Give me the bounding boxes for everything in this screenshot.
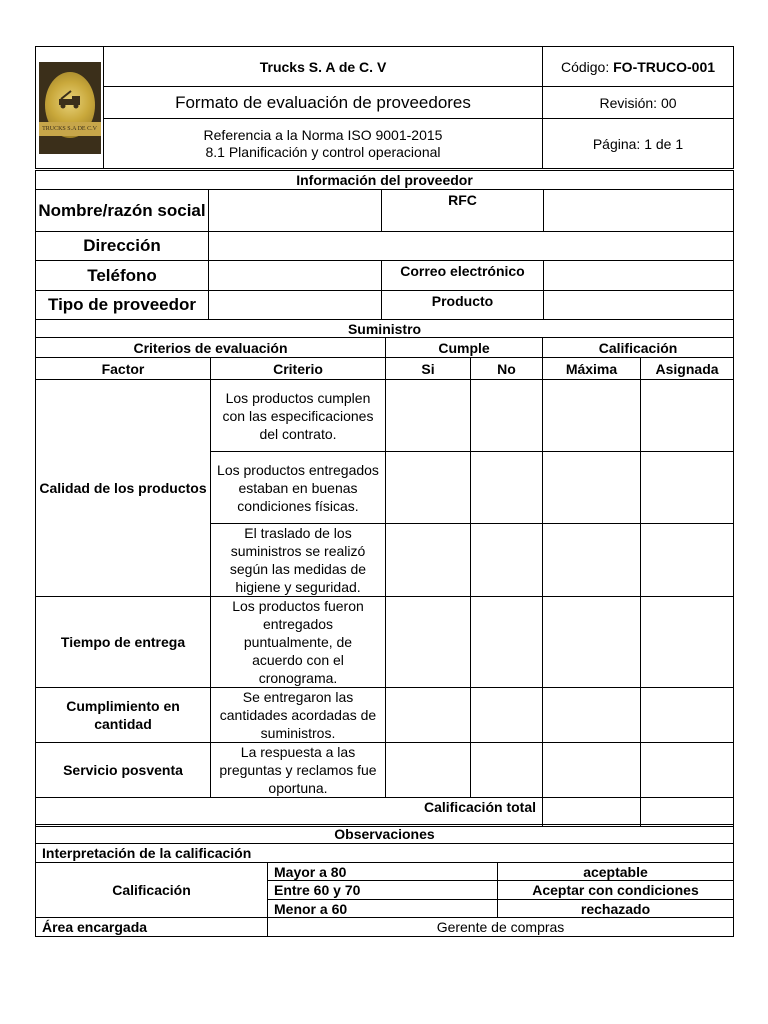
supply-table (35, 319, 734, 827)
interpretation-title: Interpretación de la calificación (36, 844, 734, 863)
no-checkbox-cell[interactable] (471, 597, 543, 688)
name-label: Nombre/razón social (36, 190, 209, 232)
area-value: Gerente de compras (268, 918, 734, 937)
max-score-cell[interactable] (543, 688, 641, 743)
no-checkbox-cell[interactable] (471, 743, 543, 798)
header-table (35, 46, 734, 169)
interpretation-table (35, 824, 734, 937)
company-name: Trucks S. A de C. V (104, 47, 543, 87)
range-cell: Entre 60 y 70 (268, 881, 498, 900)
assigned-col-header: Asignada (641, 358, 734, 380)
form-title: Formato de evaluación de proveedores (104, 87, 543, 119)
name-field[interactable] (209, 190, 382, 232)
factor-delivery-time: Tiempo de entrega (36, 597, 211, 688)
logo-cell (36, 47, 104, 169)
max-col-header: Máxima (543, 358, 641, 380)
assigned-score-cell[interactable] (641, 380, 734, 452)
range-cell: Mayor a 80 (268, 863, 498, 881)
criterion-cell: Los productos cumplen con las especificaciones del contrato. (211, 380, 386, 452)
assigned-score-cell[interactable] (641, 743, 734, 798)
criterion-col-header: Criterio (211, 358, 386, 380)
rating-label: Calificación (36, 863, 268, 918)
total-max-cell[interactable] (543, 798, 641, 827)
revision: Revisión: 00 (543, 87, 734, 119)
provider-type-field[interactable] (209, 291, 382, 320)
address-field[interactable] (209, 232, 734, 261)
yes-checkbox-cell[interactable] (386, 380, 471, 452)
max-score-cell[interactable] (543, 597, 641, 688)
total-assigned-cell[interactable] (641, 798, 734, 827)
rfc-label: RFC (382, 190, 544, 232)
rating-header: Calificación (543, 338, 734, 358)
rfc-field[interactable] (544, 190, 734, 232)
max-score-cell[interactable] (543, 524, 641, 597)
result-cell: Aceptar con condiciones (498, 881, 734, 900)
observations-title: Observaciones (36, 825, 734, 844)
factor-col-header: Factor (36, 358, 211, 380)
tow-truck-icon (57, 90, 83, 110)
factor-after-sales: Servicio posventa (36, 743, 211, 798)
no-checkbox-cell[interactable] (471, 380, 543, 452)
product-field[interactable] (544, 291, 734, 320)
range-cell: Menor a 60 (268, 900, 498, 918)
criterion-cell: La respuesta a las preguntas y reclamos fue oportuna. (211, 743, 386, 798)
criterion-cell: Se entregaron las cantidades acordadas de suministros. (211, 688, 386, 743)
assigned-score-cell[interactable] (641, 597, 734, 688)
factor-quantity: Cumplimiento en cantidad (36, 688, 211, 743)
phone-label: Teléfono (36, 261, 209, 291)
provider-table (35, 170, 734, 320)
norm-reference: Referencia a la Norma ISO 9001-2015 8.1 Planificación y control operacional (104, 119, 543, 169)
criteria-header: Criterios de evaluación (36, 338, 386, 358)
provider-section-title: Información del proveedor (36, 171, 734, 190)
assigned-score-cell[interactable] (641, 688, 734, 743)
max-score-cell[interactable] (543, 380, 641, 452)
yes-checkbox-cell[interactable] (386, 524, 471, 597)
yes-checkbox-cell[interactable] (386, 743, 471, 798)
assigned-score-cell[interactable] (641, 524, 734, 597)
factor-quality: Calidad de los productos (36, 380, 211, 597)
yes-checkbox-cell[interactable] (386, 597, 471, 688)
document-code: Código: FO-TRUCO-001 (543, 47, 734, 87)
company-logo (39, 62, 101, 154)
email-label: Correo electrónico (382, 261, 544, 291)
criterion-cell: Los productos entregados estaban en buenas condiciones físicas. (211, 452, 386, 524)
criterion-cell: El traslado de los suministros se realizó según las medidas de higiene y seguridad. (211, 524, 386, 597)
max-score-cell[interactable] (543, 452, 641, 524)
supply-section-title: Suministro (36, 320, 734, 338)
page-number: Página: 1 de 1 (543, 119, 734, 169)
no-col-header: No (471, 358, 543, 380)
criterion-cell: Los productos fueron entregados puntualmente, de acuerdo con el cronograma. (211, 597, 386, 688)
no-checkbox-cell[interactable] (471, 688, 543, 743)
max-score-cell[interactable] (543, 743, 641, 798)
yes-checkbox-cell[interactable] (386, 688, 471, 743)
logo-text: TRUCKS S.A DE C.V (39, 122, 101, 136)
yes-checkbox-cell[interactable] (386, 452, 471, 524)
provider-type-label: Tipo de proveedor (36, 291, 209, 320)
result-cell: aceptable (498, 863, 734, 881)
address-label: Dirección (36, 232, 209, 261)
assigned-score-cell[interactable] (641, 452, 734, 524)
product-label: Producto (382, 291, 544, 320)
no-checkbox-cell[interactable] (471, 524, 543, 597)
total-label: Calificación total (36, 798, 543, 827)
no-checkbox-cell[interactable] (471, 452, 543, 524)
email-field[interactable] (544, 261, 734, 291)
complies-header: Cumple (386, 338, 543, 358)
result-cell: rechazado (498, 900, 734, 918)
yes-col-header: Si (386, 358, 471, 380)
area-label: Área encargada (36, 918, 268, 937)
phone-field[interactable] (209, 261, 382, 291)
